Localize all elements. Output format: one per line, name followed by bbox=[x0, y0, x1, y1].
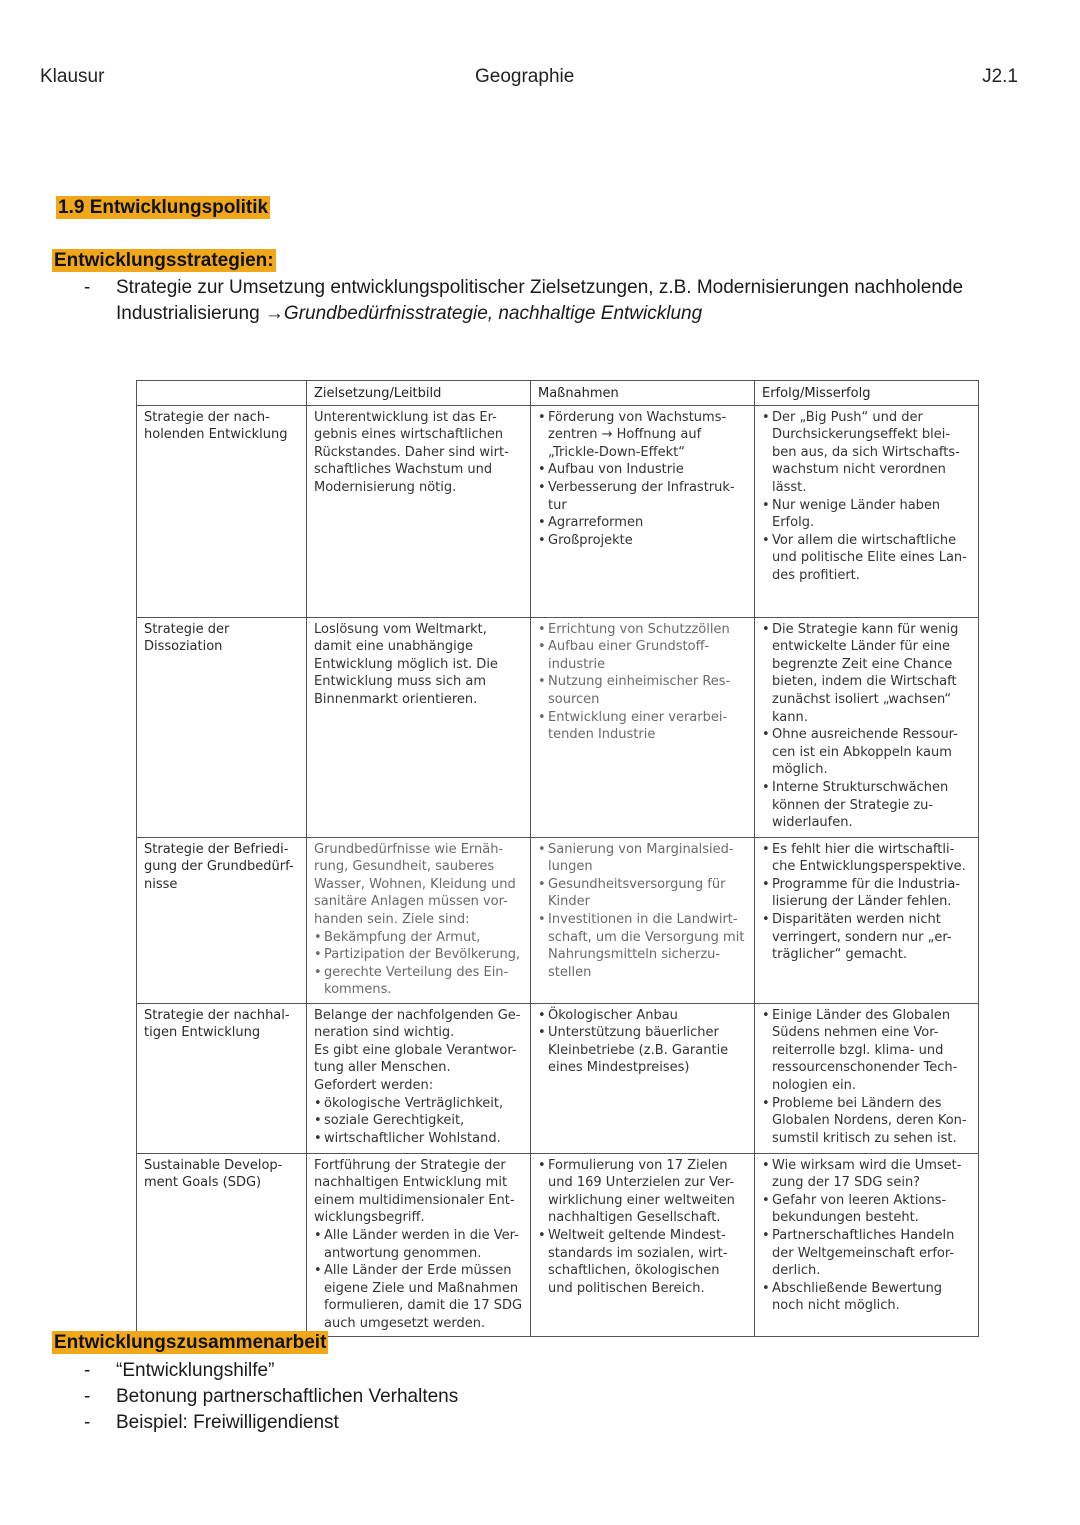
strategy-name-text: Strategie der nachhal- tigen Entwicklung bbox=[144, 1007, 290, 1041]
row-zielsetzung bbox=[307, 1003, 531, 1153]
row-erfolg bbox=[755, 1153, 979, 1336]
zielsetzung-bullet-list bbox=[314, 929, 525, 999]
strategies-table bbox=[136, 380, 979, 1337]
zielsetzung-bullet: • Bekämpfung der Armut, bbox=[314, 929, 525, 947]
table-row bbox=[137, 405, 979, 617]
table-row bbox=[137, 1153, 979, 1336]
cooperation-bullet bbox=[84, 1358, 458, 1384]
erfolg-bullet-list bbox=[762, 621, 973, 832]
dash-marker: - bbox=[84, 277, 91, 298]
erfolg-bullet: • Abschließende Bewertung noch nicht möglich. bbox=[762, 1280, 973, 1315]
row-strategy-name bbox=[137, 405, 307, 617]
massnahmen-bullet: • Aufbau einer Grundstoff- industrie bbox=[538, 638, 749, 673]
massnahmen-bullet: • Unterstützung bäuerlicher Kleinbetriebe (z.B. Garantie eines Mindestpreises) bbox=[538, 1024, 749, 1077]
cooperation-bullet bbox=[84, 1410, 458, 1436]
massnahmen-bullet: • Aufbau von Industrie bbox=[538, 461, 749, 479]
massnahmen-bullet: • Agrarreformen bbox=[538, 514, 749, 532]
row-massnahmen bbox=[531, 405, 755, 617]
massnahmen-bullet: • Entwicklung einer verarbei- tenden Industrie bbox=[538, 709, 749, 744]
strategies-bullet bbox=[84, 275, 1024, 327]
strategies-bullet-line2-italic: Grundbedürfnisstrategie, nachhaltige Entwicklung bbox=[283, 303, 703, 324]
zielsetzung-text: Unterentwicklung ist das Er- gebnis eines wirtschaftlichen Rückstandes. Daher sind wirt- schaftliches Wachstum und Modernisierung nötig. bbox=[314, 409, 509, 495]
row-massnahmen bbox=[531, 1003, 755, 1153]
table-row bbox=[137, 617, 979, 837]
header-left: Klausur bbox=[40, 66, 105, 87]
cooperation-bullet-text: “Entwicklungshilfe” bbox=[116, 1360, 275, 1381]
strategy-name-text: Strategie der Dissoziation bbox=[144, 621, 230, 655]
massnahmen-bullet: • Sanierung von Marginalsied- lungen bbox=[538, 841, 749, 876]
zielsetzung-bullet-list bbox=[314, 1095, 525, 1148]
zielsetzung-text: Fortführung der Strategie der nachhaltigen Entwicklung mit einem multidimensionaler Ent- wicklungsbegriff. bbox=[314, 1157, 515, 1226]
row-massnahmen bbox=[531, 837, 755, 1003]
cooperation-bullet bbox=[84, 1384, 458, 1410]
erfolg-bullet: • Probleme bei Ländern des Globalen Nordens, deren Kon- sumstil kritisch zu sehen ist. bbox=[762, 1095, 973, 1148]
row-massnahmen bbox=[531, 1153, 755, 1336]
row-massnahmen bbox=[531, 617, 755, 837]
zielsetzung-bullet: • ökologische Verträglichkeit, bbox=[314, 1095, 525, 1113]
massnahmen-bullet: • Errichtung von Schutzzöllen bbox=[538, 621, 749, 639]
erfolg-bullet-list bbox=[762, 841, 973, 964]
erfolg-bullet: • Gefahr von leeren Aktions- bekundungen besteht. bbox=[762, 1192, 973, 1227]
massnahmen-bullet: • Investitionen in die Landwirt- schaft, um die Versorgung mit Nahrungsmitteln sicherzu- stellen bbox=[538, 911, 749, 981]
dash-marker: - bbox=[84, 1386, 91, 1407]
row-zielsetzung bbox=[307, 617, 531, 837]
row-zielsetzung bbox=[307, 1153, 531, 1336]
dash-marker: - bbox=[84, 1360, 91, 1381]
strategies-bullet-line2: Industrialisierung → bbox=[116, 303, 284, 324]
erfolg-bullet: • Interne Strukturschwächen können der Strategie zu- widerlaufen. bbox=[762, 779, 973, 832]
erfolg-bullet-list bbox=[762, 1007, 973, 1148]
massnahmen-bullet: • Förderung von Wachstums- zentren → Hoffnung auf „Trickle-Down-Effekt“ bbox=[538, 409, 749, 462]
section-title-text: 1.9 Entwicklungspolitik bbox=[58, 197, 269, 218]
strategies-heading-text: Entwicklungsstrategien: bbox=[54, 250, 274, 271]
erfolg-bullet: • Nur wenige Länder haben Erfolg. bbox=[762, 497, 973, 532]
row-strategy-name bbox=[137, 617, 307, 837]
row-erfolg bbox=[755, 837, 979, 1003]
cooperation-heading bbox=[52, 1332, 328, 1354]
massnahmen-bullet: • Nutzung einheimischer Res- sourcen bbox=[538, 673, 749, 708]
row-erfolg bbox=[755, 405, 979, 617]
massnahmen-bullet: • Verbesserung der Infrastruk- tur bbox=[538, 479, 749, 514]
table-header-cell bbox=[137, 381, 307, 406]
table-header-row bbox=[137, 381, 979, 406]
table-row bbox=[137, 837, 979, 1003]
cooperation-bullet-text: Betonung partnerschaftlichen Verhaltens bbox=[116, 1386, 459, 1407]
erfolg-bullet: • Der „Big Push“ und der Durchsickerungseffekt blei- ben aus, da sich Wirtschafts- wachstum nicht verordnen lässt. bbox=[762, 409, 973, 497]
massnahmen-bullet: • Formulierung von 17 Zielen und 169 Unterzielen zur Ver- wirklichung einer weltweiten nachhaltigen Gesellschaft. bbox=[538, 1157, 749, 1227]
massnahmen-bullet: • Ökologischer Anbau bbox=[538, 1007, 749, 1025]
erfolg-bullet-list bbox=[762, 1157, 973, 1315]
erfolg-bullet: • Vor allem die wirtschaftliche und politische Elite eines Lan- des profitiert. bbox=[762, 532, 973, 585]
erfolg-bullet: • Ohne ausreichende Ressour- cen ist ein Abkoppeln kaum möglich. bbox=[762, 726, 973, 779]
erfolg-bullet: • Disparitäten werden nicht verringert, sondern nur „er- träglicher“ gemacht. bbox=[762, 911, 973, 964]
massnahmen-bullet-list bbox=[538, 621, 749, 744]
erfolg-bullet: • Partnerschaftliches Handeln der Weltgemeinschaft erfor- derlich. bbox=[762, 1227, 973, 1280]
massnahmen-bullet: • Weltweit geltende Mindest- standards im sozialen, wirt- schaftlichen, ökologischen und politischen Bereich. bbox=[538, 1227, 749, 1297]
zielsetzung-bullet: • Alle Länder werden in die Ver- antwortung genommen. bbox=[314, 1227, 525, 1262]
row-strategy-name bbox=[137, 1153, 307, 1336]
zielsetzung-bullet: • Partizipation der Bevölkerung, bbox=[314, 946, 525, 964]
dash-marker: - bbox=[84, 1412, 91, 1433]
strategies-bullet-list bbox=[84, 275, 1024, 327]
strategies-heading bbox=[52, 250, 276, 272]
zielsetzung-bullet: • Alle Länder der Erde müssen eigene Ziele und Maßnahmen formulieren, damit die 17 SDG auch umgesetzt werden. bbox=[314, 1262, 525, 1332]
table-header-cell: Zielsetzung/Leitbild bbox=[307, 381, 531, 406]
row-zielsetzung bbox=[307, 405, 531, 617]
massnahmen-bullet: • Gesundheitsversorgung für Kinder bbox=[538, 876, 749, 911]
erfolg-bullet: • Programme für die Industria- lisierung der Länder fehlen. bbox=[762, 876, 973, 911]
section-title bbox=[56, 197, 270, 219]
massnahmen-bullet-list bbox=[538, 1157, 749, 1298]
cooperation-bullet-text: Beispiel: Freiwilligendienst bbox=[116, 1412, 339, 1433]
zielsetzung-bullet-list bbox=[314, 1227, 525, 1333]
header-right: J2.1 bbox=[982, 66, 1018, 87]
erfolg-bullet: • Die Strategie kann für wenig entwickelte Länder für eine begrenzte Zeit eine Chance bieten, indem die Wirtschaft zunächst isoliert „wachsen“ kann. bbox=[762, 621, 973, 727]
erfolg-bullet: • Wie wirksam wird die Umset- zung der 17 SDG sein? bbox=[762, 1157, 973, 1192]
massnahmen-bullet-list bbox=[538, 1007, 749, 1077]
erfolg-bullet: • Einige Länder des Globalen Südens nehmen eine Vor- reiterrolle bzgl. klima- und ressourcenschonender Tech- nologien ein. bbox=[762, 1007, 973, 1095]
erfolg-bullet-list bbox=[762, 409, 973, 585]
row-strategy-name bbox=[137, 1003, 307, 1153]
massnahmen-bullet-list bbox=[538, 409, 749, 550]
strategy-name-text: Strategie der Befriedi- gung der Grundbedürf- nisse bbox=[144, 841, 294, 892]
row-erfolg bbox=[755, 1003, 979, 1153]
zielsetzung-bullet: • gerechte Verteilung des Ein- kommens. bbox=[314, 964, 525, 999]
header-center: Geographie bbox=[475, 66, 575, 87]
row-strategy-name bbox=[137, 837, 307, 1003]
zielsetzung-text: Grundbedürfnisse wie Ernäh- rung, Gesundheit, sauberes Wasser, Wohnen, Kleidung und sanitäre Anlagen müssen vor- handen sein. Ziele sind: bbox=[314, 841, 516, 927]
massnahmen-bullet-list bbox=[538, 841, 749, 982]
strategies-bullet-line1: Strategie zur Umsetzung entwicklungspolitischer Zielsetzungen, z.B. Modernisierungen nachholende bbox=[116, 277, 964, 298]
strategy-name-text: Strategie der nach- holenden Entwicklung bbox=[144, 409, 288, 443]
cooperation-bullet-list bbox=[84, 1358, 458, 1436]
zielsetzung-text: Belange der nachfolgenden Ge- neration sind wichtig. Es gibt eine globale Verantwor- tung aller Menschen. Gefordert werden: bbox=[314, 1007, 521, 1093]
strategy-name-text: Sustainable Develop- ment Goals (SDG) bbox=[144, 1157, 283, 1191]
zielsetzung-text: Loslösung vom Weltmarkt, damit eine unabhängige Entwicklung möglich ist. Die Entwicklung muss sich am Binnenmarkt orientieren. bbox=[314, 621, 498, 707]
cooperation-heading-text: Entwicklungszusammenarbeit bbox=[54, 1332, 327, 1353]
erfolg-bullet: • Es fehlt hier die wirtschaftli- che Entwicklungsperspektive. bbox=[762, 841, 973, 876]
table-header-cell: Maßnahmen bbox=[531, 381, 755, 406]
row-zielsetzung bbox=[307, 837, 531, 1003]
table-row bbox=[137, 1003, 979, 1153]
row-erfolg bbox=[755, 617, 979, 837]
zielsetzung-bullet: • soziale Gerechtigkeit, bbox=[314, 1112, 525, 1130]
table-header-cell: Erfolg/Misserfolg bbox=[755, 381, 979, 406]
massnahmen-bullet: • Großprojekte bbox=[538, 532, 749, 550]
zielsetzung-bullet: • wirtschaftlicher Wohlstand. bbox=[314, 1130, 525, 1148]
